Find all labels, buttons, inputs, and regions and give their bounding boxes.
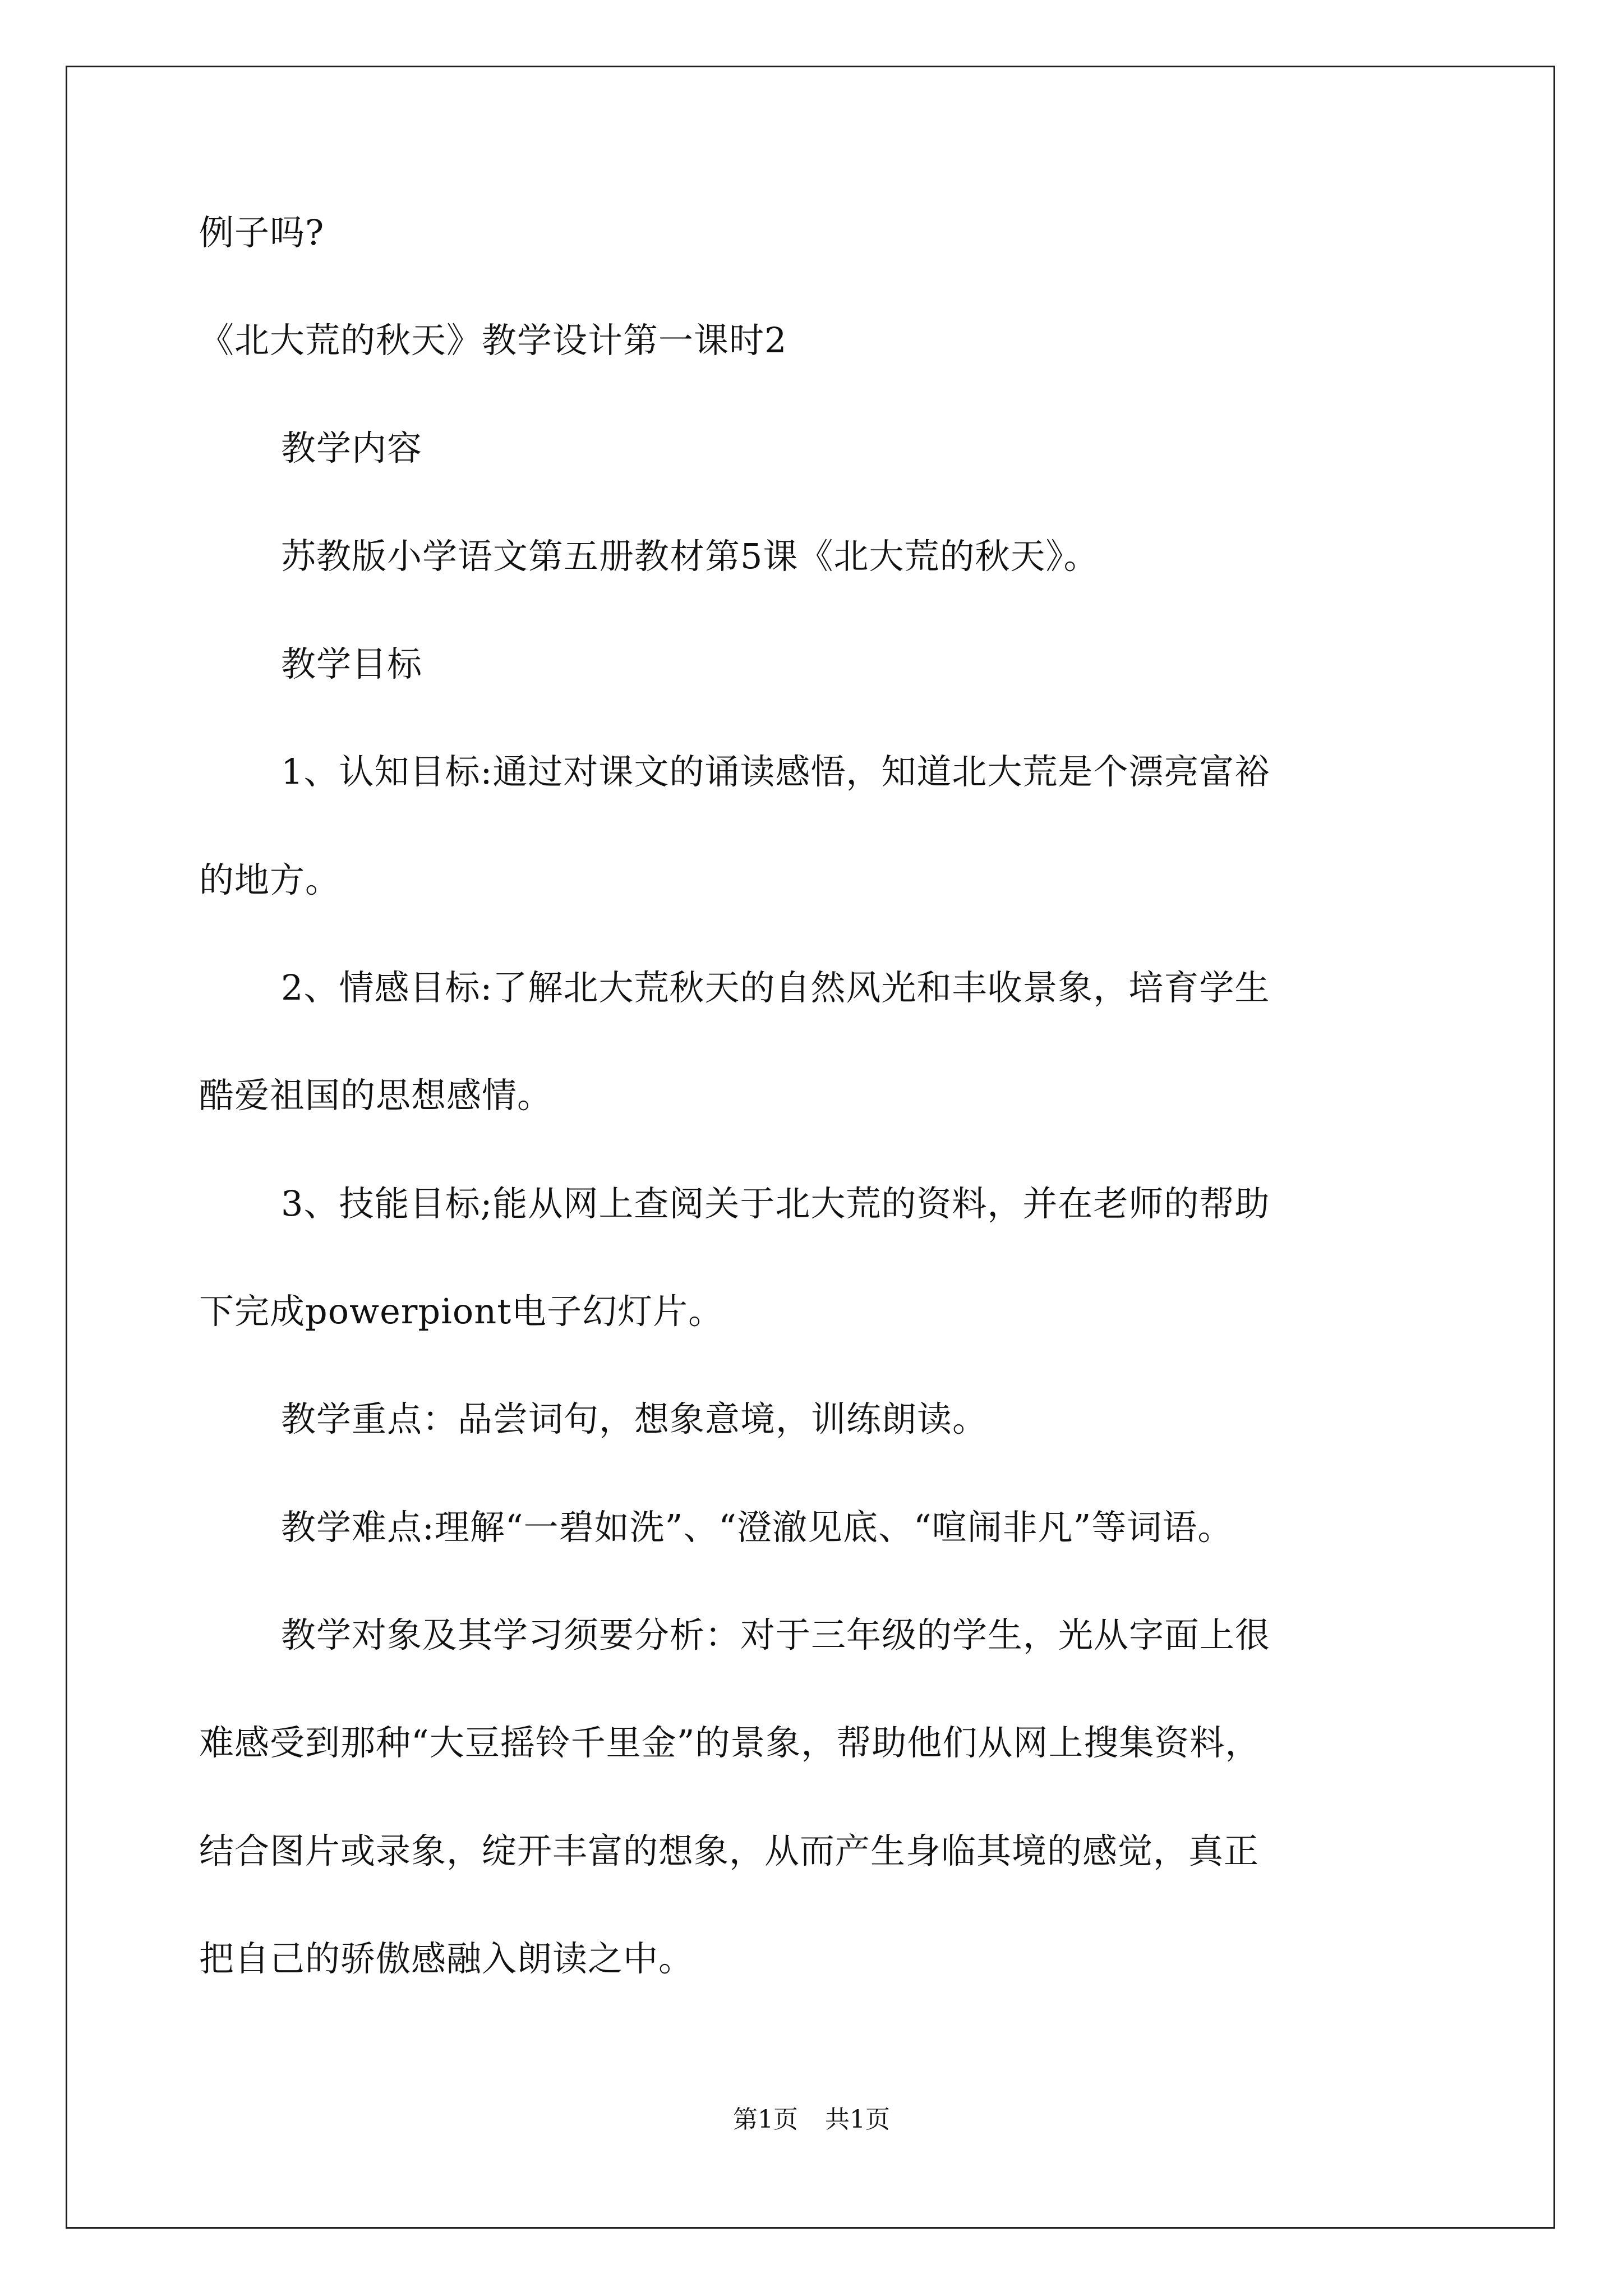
text-line: 3、技能目标;能从网上查阅关于北大荒的资料，并在老师的帮助 (281, 1183, 1270, 1224)
text-line: 结合图片或录象，绽开丰富的想象，从而产生身临其境的感觉，真正 (199, 1830, 1260, 1871)
heading-teaching-content: 教学内容 (281, 427, 423, 468)
text-line: 下完成powerpiont电子幻灯片。 (199, 1291, 724, 1332)
text-line: 例子吗? (199, 212, 325, 253)
page-total: 共1页 (825, 2105, 890, 2134)
section-title: 《北大荒的秋天》教学设计第一课时2 (199, 320, 787, 361)
text-line: 苏教版小学语文第五册教材第5课《北大荒的秋天》。 (281, 536, 1099, 577)
text-line: 酷爱祖国的思想感情。 (199, 1075, 553, 1116)
text-line: 的地方。 (199, 859, 341, 900)
text-line: 教学对象及其学习须要分析：对于三年级的学生，光从字面上很 (281, 1614, 1271, 1655)
text-line: 1、认知目标:通过对课文的诵读感悟，知道北大荒是个漂亮富裕 (281, 751, 1270, 792)
page-number: 第1页 (733, 2105, 798, 2134)
heading-teaching-goals: 教学目标 (281, 643, 423, 684)
page-footer (0, 2103, 1623, 2137)
text-line: 教学难点:理解“一碧如洗”、“澄澈见底、“喧闹非凡”等词语。 (281, 1507, 1233, 1548)
text-line: 教学重点：品尝词句，想象意境，训练朗读。 (281, 1398, 988, 1439)
page-border (66, 66, 1555, 2229)
text-line: 2、情感目标:了解北大荒秋天的自然风光和丰收景象，培育学生 (281, 967, 1270, 1008)
text-line: 难感受到那种“大豆摇铃千里金”的景象，帮助他们从网上搜集资料， (199, 1722, 1261, 1763)
text-line: 把自己的骄傲感融入朗读之中。 (199, 1938, 694, 1979)
